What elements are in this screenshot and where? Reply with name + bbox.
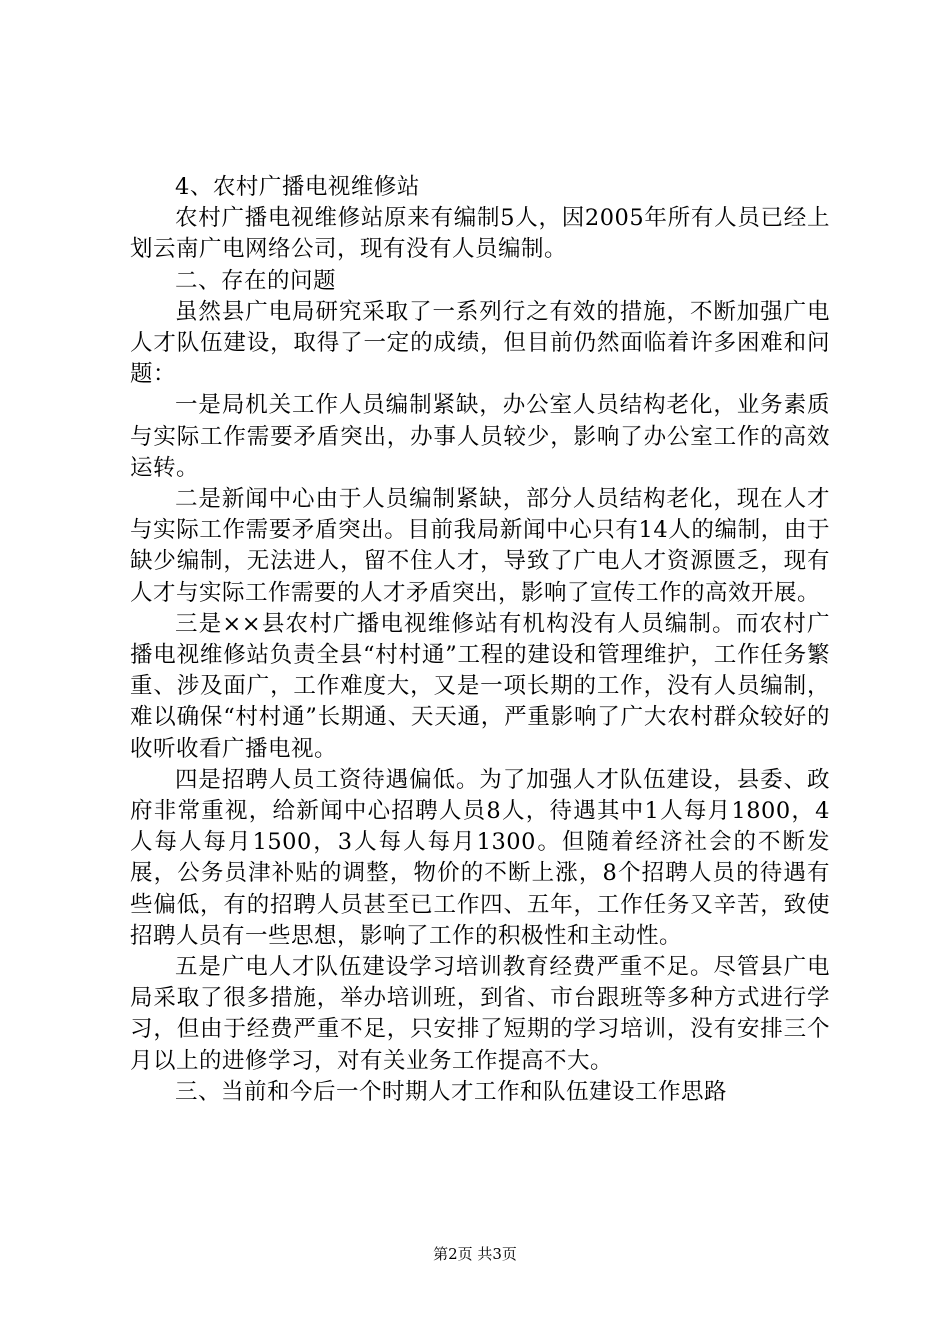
paragraph-repair-station-staffing: 农村广播电视维修站原来有编制5人，因2005年所有人员已经上划云南广电网络公司，现有没有人员编制。	[130, 205, 830, 263]
section-heading-problems: 二、存在的问题	[175, 267, 337, 294]
paragraph-problem-four: 四是招聘人员工资待遇偏低。为了加强人才队伍建设，县委、政府非常重视，给新闻中心招聘人员8人，待遇其中1人每月1800，4人每人每月1500，3人每人每月1300。但随着经济社会的不断发展，公务员津补贴的调整，物价的不断上涨，8个招聘人员的待遇有些偏低，有的招聘人员甚至已工作四、五年，工作任务又辛苦，致使招聘人员有一些思想，影响了工作的积极性和主动性。	[130, 766, 830, 949]
paragraph-problem-one: 一是局机关工作人员编制紧缺，办公室人员结构老化，业务素质与实际工作需要矛盾突出，办事人员较少，影响了办公室工作的高效运转。	[130, 392, 830, 481]
page-footer	[0, 1244, 950, 1264]
paragraph-problems-intro: 虽然县广电局研究采取了一系列行之有效的措施，不断加强广电人才队伍建设，取得了一定的成绩，但目前仍然面临着许多困难和问题：	[130, 298, 830, 388]
paragraph-problem-two: 二是新闻中心由于人员编制紧缺，部分人员结构老化，现在人才与实际工作需要矛盾突出。目前我局新闻中心只有14人的编制，由于缺少编制，无法进人，留不住人才，导致了广电人才资源匮乏，现有人才与实际工作需要的人才矛盾突出，影响了宣传工作的高效开展。	[130, 486, 830, 606]
paragraph-problem-three: 三是××县农村广播电视维修站有机构没有人员编制。而农村广播电视维修站负责全县“村村通”工程的建设和管理维护，工作任务繁重、涉及面广，工作难度大，又是一项长期的工作，没有人员编制，难以确保“村村通”长期通、天天通，严重影响了广大农村群众较好的收听收看广播电视。	[130, 610, 830, 762]
paragraph-problem-five: 五是广电人才队伍建设学习培训教育经费严重不足。尽管县广电局采取了很多措施，举办培训班，到省、市台跟班等多种方式进行学习，但由于经费严重不足，只安排了短期的学习培训，没有安排三个月以上的进修学习，对有关业务工作提高不大。	[130, 954, 830, 1074]
document-body	[130, 172, 830, 1108]
page-number: 第2页 共3页	[433, 1245, 517, 1263]
section-heading-work-ideas: 三、当前和今后一个时期人才工作和队伍建设工作思路	[175, 1078, 728, 1105]
section-heading-repair-station: 4、农村广播电视维修站	[175, 174, 420, 200]
